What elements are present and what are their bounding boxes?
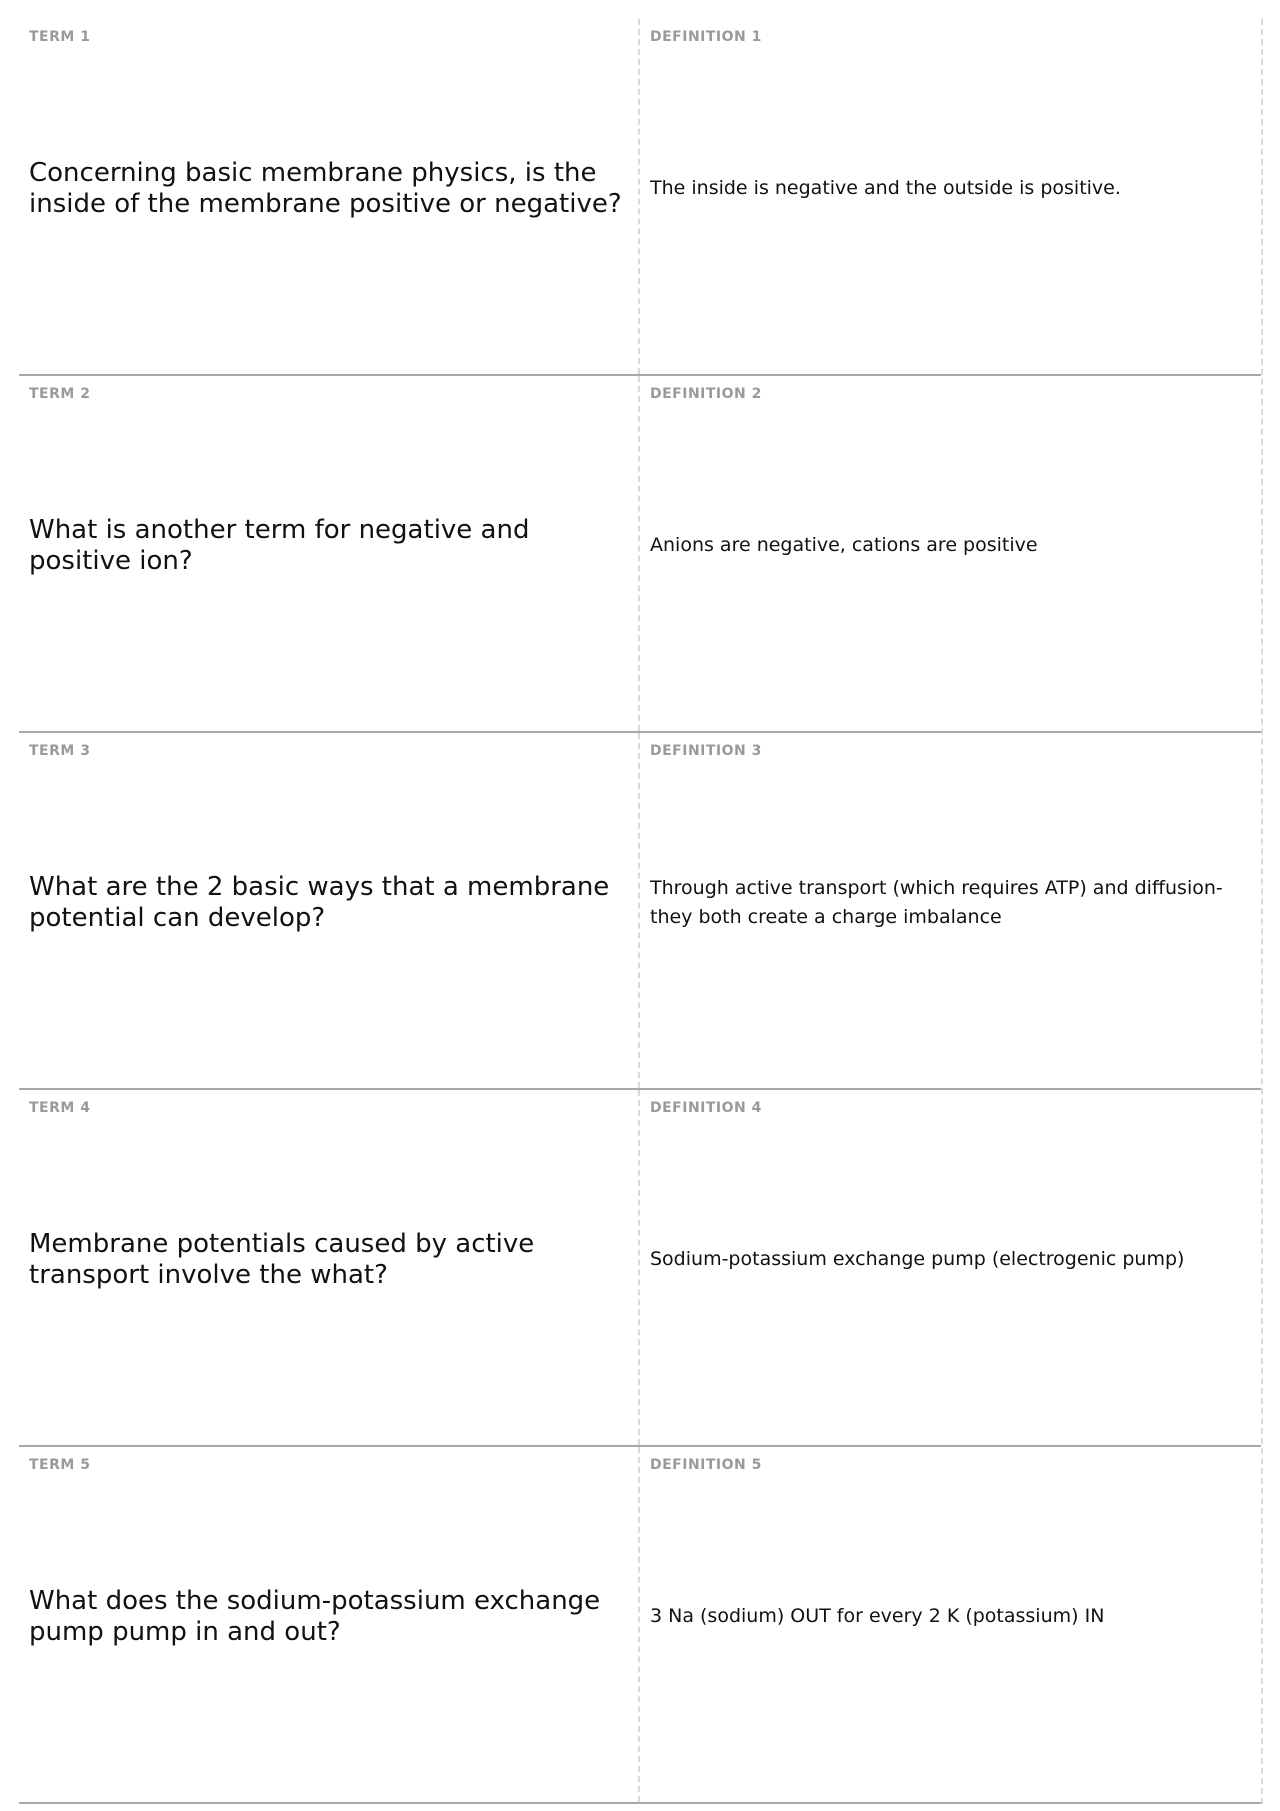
flashcard-row [19,733,1261,1090]
definition-text: The inside is negative and the outside is positive. [650,177,1121,199]
flashcard-row [19,1090,1261,1447]
term-label: TERM 1 [29,29,91,45]
definition-label: DEFINITION 5 [650,1457,762,1473]
definition-cell [640,733,1261,1088]
term-cell [19,19,640,374]
definition-text: Through active transport (which requires ATP) and diffusion- they both create a charge imbalance [650,876,1223,928]
flashcard-row [19,19,1261,376]
definition-label: DEFINITION 1 [650,29,762,45]
term-text: What is another term for negative and positive ion? [29,514,530,576]
term-label: TERM 2 [29,386,91,402]
definition-text: Anions are negative, cations are positive [650,534,1038,556]
term-text: Membrane potentials caused by active transport involve the what? [29,1228,535,1290]
term-label: TERM 3 [29,743,91,759]
term-text: Concerning basic membrane physics, is the inside of the membrane positive or negative? [29,157,622,219]
term-text: What are the 2 basic ways that a membrane potential can develop? [29,871,610,933]
term-label: TERM 5 [29,1457,91,1473]
flashcard-row [19,1447,1261,1804]
term-cell [19,1447,640,1802]
term-cell [19,733,640,1088]
definition-cell [640,1090,1261,1445]
term-label: TERM 4 [29,1100,91,1116]
definition-cell [640,1447,1261,1802]
term-text: What does the sodium-potassium exchange pump pump in and out? [29,1585,601,1647]
flashcard-row [19,376,1261,733]
term-cell [19,376,640,731]
definition-label: DEFINITION 4 [650,1100,762,1116]
definition-label: DEFINITION 3 [650,743,762,759]
term-cell [19,1090,640,1445]
definition-text: 3 Na (sodium) OUT for every 2 K (potassium) IN [650,1605,1105,1627]
definition-cell [640,376,1261,731]
definition-label: DEFINITION 2 [650,386,762,402]
definition-text: Sodium-potassium exchange pump (electrogenic pump) [650,1248,1185,1270]
flashcard-sheet [19,19,1263,1804]
definition-cell [640,19,1261,374]
